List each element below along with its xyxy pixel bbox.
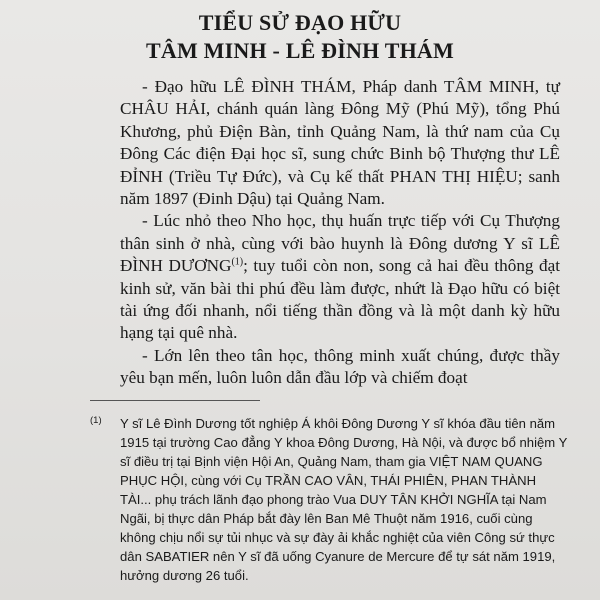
paragraph-childhood-text-cont: ; tuy tuổi còn non, song cả hai đều thông đạt kinh sử, văn bài thi phú đều làm được, nhứt là Đạo hữu có biệt tài ứng đối nhanh, nổi tiếng thần đồng và là một danh kỳ hữu hạng tại quê nhà.: [120, 256, 560, 343]
footnote-divider: [90, 400, 260, 401]
biography-body: [120, 76, 560, 390]
paragraph-childhood: [120, 210, 560, 344]
page-title: TIỂU SỬ ĐẠO HỮU: [198, 10, 402, 35]
footnote: [90, 414, 570, 585]
paragraph-origin: - Đạo hữu LÊ ĐÌNH THÁM, Pháp danh TÂM MINH, tự CHÂU HẢI, chánh quán làng Đông Mỹ (Phú Mỹ), tổng Phú Khương, phủ Điện Bàn, tỉnh Quảng Nam, là thứ nam của Cụ Đông Các điện Đại học sĩ, sung chức Binh bộ Thượng thư LÊ ĐỈNH (Triều Tự Đức), và Cụ kế thất PHAN THỊ HIỆU; sanh năm 1897 (Đinh Dậu) tại Quảng Nam.: [120, 77, 560, 209]
footnote-reference: (1): [231, 256, 244, 268]
paragraph-education: - Lớn lên theo tân học, thông minh xuất chúng, được thầy yêu bạn mến, luôn luôn dẫn đầu lớp và chiếm đoạt: [120, 345, 560, 388]
page-subtitle: TÂM MINH - LÊ ĐÌNH THÁM: [146, 38, 454, 63]
footnote-mark: (1): [90, 415, 102, 426]
paragraph-childhood-text: - Lúc nhỏ theo Nho học, thụ huấn trực tiếp với Cụ Thượng thân sinh ở nhà, cùng với bào huynh là Đông dương Y sĩ LÊ ĐÌNH DƯƠNG: [120, 211, 560, 276]
footnote-text: Y sĩ Lê Đình Dương tốt nghiệp Á khôi Đông Dương Y sĩ khóa đầu tiên năm 1915 tại trường Cao đẳng Y khoa Đông Dương, Hà Nội, và được bổ nhiệm Y sĩ điều trị tại Bịnh viện Hội An, Quảng Nam, tham gia VIỆT NAM QUANG PHỤC HỘI, cùng với Cụ TRẦN CAO VÂN, THÁI PHIÊN, PHAN THÀNH TÀI... phụ trách lãnh đạo phong trào Vua DUY TÂN KHỞI NGHĨA tại Nam Ngãi, bị thực dân Pháp bắt đày lên Ban Mê Thuột năm 1916, cuối cùng không chịu nổi sự tủi nhục và sự đày ải khắc nghiệt của viên Công sứ thực dân SABATIER nên Y sĩ đã uống Cyanure de Mercure để tự sát năm 1919, hưởng dương 26 tuổi.: [120, 416, 568, 583]
